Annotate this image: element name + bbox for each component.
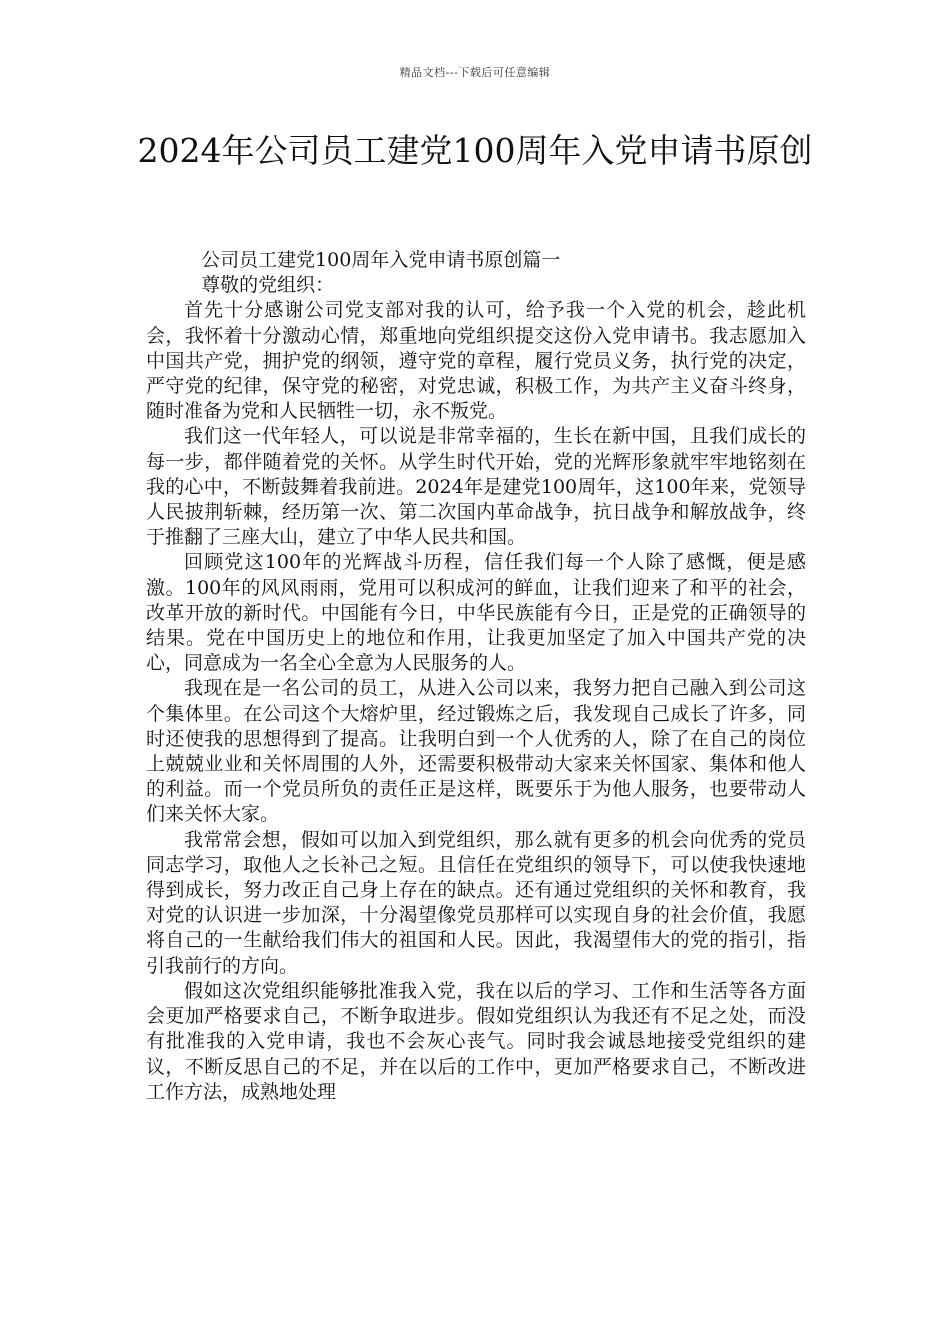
section-subheading: 公司员工建党100周年入党申请书原创篇一	[201, 249, 561, 271]
header-note: 精品文档---下载后可任意编辑	[399, 66, 551, 79]
paragraph-1: 首先十分感谢公司党支部对我的认可，给予我一个入党的机会，趁此机会，我怀着十分激动心情，郑重地向党组织提交这份入党申请书。我志愿加入中国共产党，拥护党的纲领，遵守党的章程，履行党员义务，执行党的决定，严守党的纪律，保守党的秘密，对党忠诚，积极工作，为共产主义奋斗终身，随时准备为党和人民牺牲一切，永不叛党。	[146, 299, 806, 423]
paragraph-2: 我们这一代年轻人，可以说是非常幸福的，生长在新中国，且我们成长的每一步，都伴随着党的关怀。从学生时代开始，党的光辉形象就牢牢地铭刻在我的心中，不断鼓舞着我前进。2024年是建党100周年，这100年来，党领导人民披荆斩棘，经历第一次、第二次国内革命战争，抗日战争和解放战争，终于推翻了三座大山，建立了中华人民共和国。	[146, 425, 806, 549]
salutation: 尊敬的党组织：	[201, 274, 335, 297]
paragraph-5: 我常常会想，假如可以加入到党组织，那么就有更多的机会向优秀的党员同志学习，取他人之长补己之短。且信任在党组织的领导下，可以使我快速地得到成长，努力改正自己身上存在的缺点。还有通过党组织的关怀和教育，我对党的认识进一步加深，十分渴望像党员那样可以实现自身的社会价值，我愿将自己的一生献给我们伟大的祖国和人民。因此，我渴望伟大的党的指引，指引我前行的方向。	[146, 828, 806, 977]
paragraph-6: 假如这次党组织能够批准我入党，我在以后的学习、工作和生活等各方面会更加严格要求自己，不断争取进步。假如党组织认为我还有不足之处，而没有批准我的入党申请，我也不会灰心丧气。同时我会诚恳地接受党组织的建议，不断反思自己的不足，并在以后的工作中，更加严格要求自己，不断改进工作方法，成熟地处理	[146, 979, 806, 1103]
document-title: 2024年公司员工建党100周年入党申请书原创	[137, 131, 813, 170]
paragraph-3: 回顾党这100年的光辉战斗历程，信任我们每一个人除了感慨，便是感激。100年的风风雨雨，党用可以积成河的鲜血，让我们迎来了和平的社会，改革开放的新时代。中国能有今日，中华民族能有今日，正是党的正确领导的结果。党在中国历史上的地位和作用，让我更加坚定了加入中国共产党的决心，同意成为一名全心全意为人民服务的人。	[146, 551, 806, 675]
paragraph-4: 我现在是一名公司的员工，从进入公司以来，我努力把自己融入到公司这个集体里。在公司这个大熔炉里，经过锻炼之后，我发现自己成长了许多，同时还使我的思想得到了提高。让我明白到一个人优秀的人，除了在自己的岗位上兢兢业业和关怀周围的人外，还需要积极带动大家来关怀国家、集体和他人的利益。而一个党员所负的责任正是这样，既要乐于为他人服务，也要带动人们来关怀大家。	[146, 677, 806, 826]
document-body	[146, 248, 806, 1105]
